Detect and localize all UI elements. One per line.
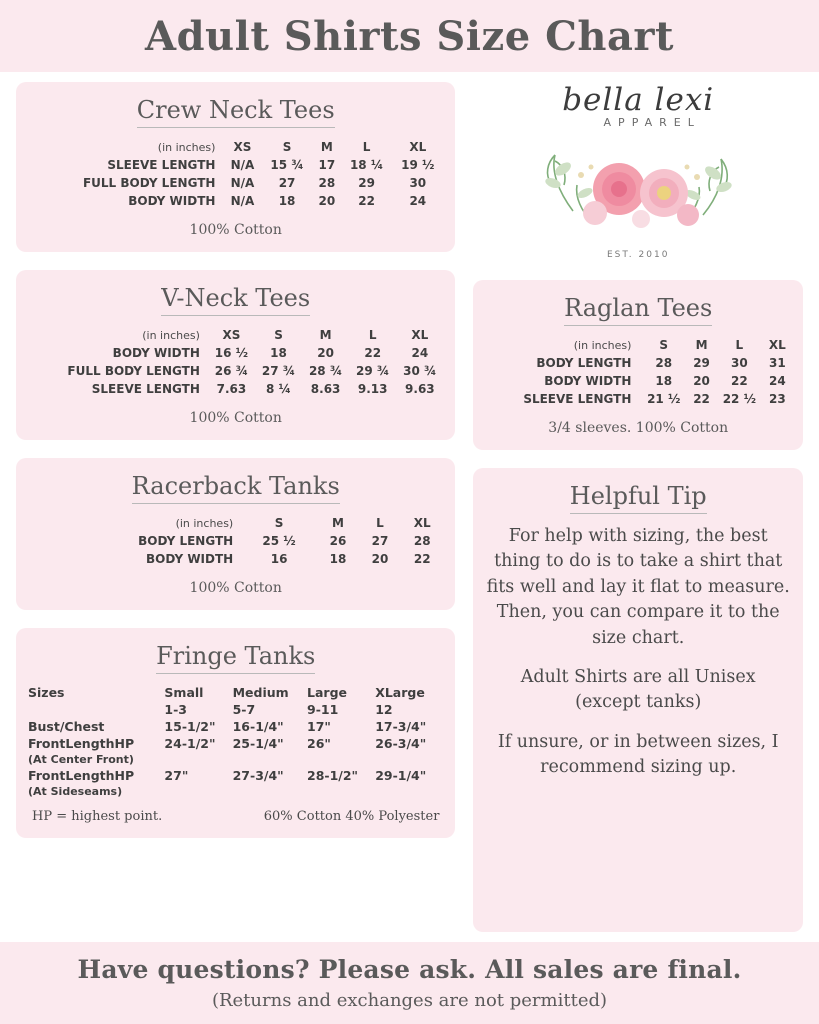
spacer [375,752,443,767]
cell: 24-1/2" [164,736,216,751]
card-v-neck-tees [16,270,455,440]
cell: 26-3/4" [375,736,427,751]
column-header: Large [307,685,348,700]
spacer [28,701,164,718]
table-row [28,767,443,784]
cell: 30 [409,176,427,190]
table-fringe-tanks [28,684,443,799]
column-header: XL [409,140,427,154]
table-header-subrow [28,701,443,718]
age-range: 5-7 [232,702,256,717]
cell: 22 [693,392,710,406]
row-label: SLEEVE LENGTH [523,392,632,406]
table-header-row [28,326,443,344]
cell: 28 [318,176,336,190]
spacer [233,752,307,767]
cell: 30 [731,356,748,370]
row-label: BODY WIDTH [146,552,234,566]
table-row [28,192,443,210]
cell: 28 [655,356,673,370]
fringe-footnotes [28,809,443,824]
cell: 25 ½ [262,534,296,548]
cell: 27" [164,768,189,783]
spacer [307,752,375,767]
cell: 9.13 [357,382,388,396]
card-crew-neck-tees [16,82,455,252]
unit-label: (in inches) [573,338,632,352]
column-header: S [282,140,292,154]
brand-established: EST. 2010 [606,250,670,260]
card-title-tip: Helpful Tip [570,482,707,514]
tip-body [485,524,791,780]
brand-logo [473,82,803,262]
cell: 18 [270,346,287,360]
cell: 22 [358,194,375,208]
cell: 20 [318,194,336,208]
unit-label: (in inches) [142,328,200,342]
table-row [28,174,443,192]
tip-paragraph: Adult Shirts are all Unisex (except tanks) [520,666,756,713]
column-header: Medium [232,685,289,700]
column-header: S [274,516,284,530]
cell: N/A [230,194,255,208]
cell: 15 ¾ [270,158,304,172]
cell: 9.63 [405,382,435,396]
table-header-row [28,138,443,156]
row-sublabel: (At Sideseams) [28,785,123,798]
table-row [28,380,443,398]
card-title-raglan: Raglan Tees [564,294,712,326]
floral-illustration-icon [533,131,743,241]
table-subrow [28,752,443,767]
row-label: BODY WIDTH [128,194,216,208]
card-title-racerback: Racerback Tanks [132,472,340,504]
table-header-row [28,514,443,532]
card-racerback-tanks [16,458,455,610]
row-label: BODY WIDTH [112,346,200,360]
column-header: M [331,516,344,530]
row-label: FULL BODY LENGTH [82,176,216,190]
card-helpful-tip [473,468,803,932]
column-header: M [695,338,708,352]
cell: 28 [413,534,431,548]
spacer [375,784,443,799]
cell: 26 ¾ [214,364,249,378]
page-header [0,0,819,72]
cell: 20 [317,346,334,360]
row-label: Bust/Chest [28,719,105,734]
cell: 15-1/2" [164,719,216,734]
table-row [28,156,443,174]
unit-label: (in inches) [175,516,234,530]
row-label: BODY WIDTH [544,374,632,388]
table-row [28,550,443,568]
column-header: XS [233,140,252,154]
row-label: SLEEVE LENGTH [91,382,200,396]
cell: 27 [278,176,296,190]
column-header: L [735,338,744,352]
fringe-footnote-left: HP = highest point. [32,809,163,824]
table-row [28,718,443,735]
page-title: Adult Shirts Size Chart [145,12,674,60]
column-header: M [320,140,333,154]
cell: 22 [413,552,431,566]
column-header: XL [768,338,786,352]
cell: 17 [318,158,336,172]
cell: 27 ¾ [261,364,296,378]
cell: 16 ½ [214,346,249,360]
tip-paragraph: If unsure, or in between sizes, I recommend sizing up. [497,731,779,777]
table-v-neck-tees [28,326,443,398]
cell: 30 ¾ [403,364,437,378]
table-row [28,362,443,380]
unit-label: (in inches) [157,140,216,154]
card-raglan-tees [473,280,803,450]
cell: 22 [364,346,382,360]
column-header: L [376,516,384,530]
table-row [485,372,791,390]
cell: 24 [768,374,786,388]
column-header: XS [222,328,241,342]
footer-secondary-text: (Returns and exchanges are not permitted) [211,990,608,1011]
column-header: M [319,328,332,342]
cell: 29 [358,176,375,190]
column-header: L [362,140,371,154]
row-sublabel: (At Center Front) [28,753,134,766]
cell: 24 [411,346,429,360]
row-label: SLEEVE LENGTH [107,158,216,172]
card-fringe-tanks [16,628,455,838]
main-content [0,72,819,932]
cell: 20 [371,552,389,566]
cell: 28-1/2" [307,768,359,783]
cell: 26 [329,534,347,548]
cell: 27 [371,534,389,548]
cell: 24 [409,194,427,208]
column-header: L [368,328,377,342]
card-title-vneck: V-Neck Tees [161,284,310,316]
page-footer [0,942,819,1024]
age-range: 9-11 [307,702,339,717]
card-note-raglan: 3/4 sleeves. 100% Cotton [548,420,729,436]
column-header: S [274,328,283,342]
card-title-crew: Crew Neck Tees [137,96,335,128]
cell: 16-1/4" [232,719,284,734]
column-header: XLarge [375,685,425,700]
card-note-vneck: 100% Cotton [189,410,282,426]
cell: 29 ¾ [356,364,390,378]
cell: 22 [731,374,748,388]
table-racerback-tanks [28,514,443,568]
table-crew-neck-tees [28,138,443,210]
fringe-footnote-right: 60% Cotton 40% Polyester [263,809,440,824]
footer-primary-text: Have questions? Please ask. All sales are final. [77,955,742,984]
table-row [485,390,791,408]
table-subrow [28,784,443,799]
column-header: XL [413,516,431,530]
cell: 18 ¼ [349,158,384,172]
age-range: 1-3 [164,702,188,717]
cell: 20 [693,374,710,388]
left-column [16,82,455,932]
cell: 29-1/4" [375,768,427,783]
card-note-crew: 100% Cotton [189,222,282,238]
row-label: FULL BODY LENGTH [67,364,200,378]
cell: 28 ¾ [308,364,343,378]
age-range: 12 [375,702,393,717]
tip-paragraph: For help with sizing, the best thing to do is to take a shirt that fits well and lay it flat to measure. Then, you can compare it to the size chart. [486,526,790,648]
cell: 16 [270,552,288,566]
spacer [307,784,375,799]
card-note-racerback: 100% Cotton [189,580,282,596]
table-row [28,735,443,752]
cell: 8.63 [310,382,341,396]
cell: 29 [693,356,710,370]
table-row [28,532,443,550]
cell: 25-1/4" [232,736,284,751]
cell: 18 [329,552,347,566]
cell: 18 [655,374,673,388]
spacer [164,752,232,767]
column-header: Small [164,685,204,700]
cell: 27-3/4" [232,768,284,783]
table-raglan-tees [485,336,791,408]
row-label: FrontLengthHP [28,736,135,751]
cell: 18 [278,194,296,208]
table-header-row [485,336,791,354]
brand-name: bella lexi [562,82,715,118]
column-header: XL [411,328,429,342]
table-header-row [28,684,443,701]
cell: 8 ¼ [266,382,291,396]
cell: 17-3/4" [375,719,427,734]
cell: 17" [307,719,331,734]
row-label: BODY LENGTH [138,534,234,548]
card-title-fringe: Fringe Tanks [156,642,315,674]
cell: N/A [230,158,255,172]
column-header: S [659,338,669,352]
row-label: BODY LENGTH [536,356,632,370]
cell: 23 [768,392,786,406]
cell: 31 [768,356,786,370]
cell: 21 ½ [647,392,681,406]
spacer [233,784,307,799]
cell: 19 ½ [401,158,435,172]
sizes-label: Sizes [28,685,65,700]
cell: N/A [230,176,255,190]
table-row [28,344,443,362]
brand-subtitle: APPAREL [603,116,701,129]
cell: 26" [307,736,331,751]
right-column [473,82,803,932]
cell: 22 ½ [722,392,757,406]
table-row [485,354,791,372]
spacer [164,784,232,799]
row-label: FrontLengthHP [28,768,135,783]
cell: 7.63 [216,382,247,396]
